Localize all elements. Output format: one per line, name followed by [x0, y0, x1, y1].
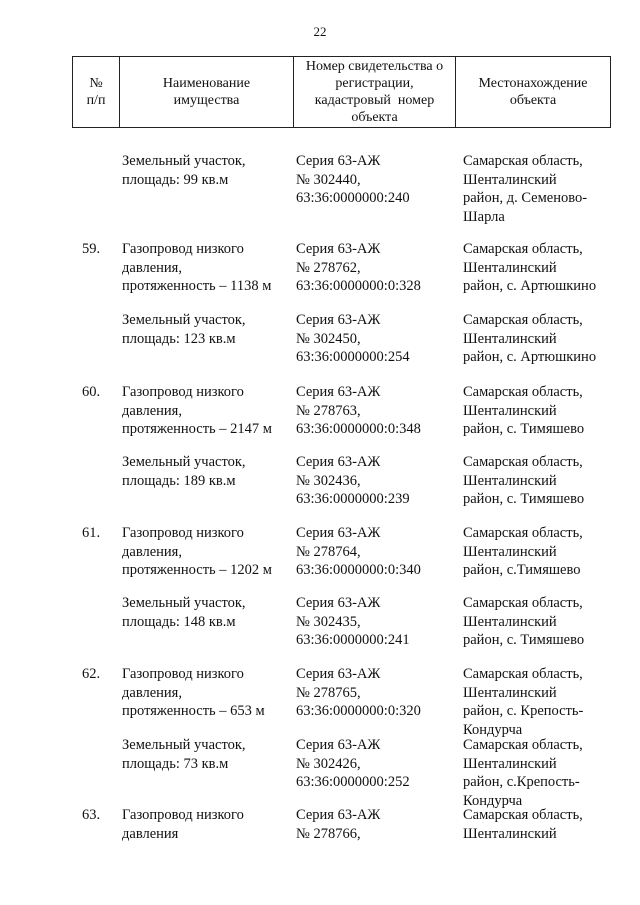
row-num: 60.: [82, 384, 101, 400]
row-num: 59.: [82, 241, 101, 257]
header-num-text: № п/п: [86, 76, 106, 108]
row-cert: Серия 63-АЖ № 302440, 63:36:0000000:240: [296, 153, 410, 206]
row-location: Самарская область, Шенталинский район, с. Артюшкино: [463, 312, 597, 365]
row-location: Самарская область, Шенталинский район, с. Тимяшево: [463, 384, 585, 437]
row-cert: Серия 63-АЖ № 278766,: [296, 807, 381, 842]
row-location: Самарская область, Шенталинский район, с. Крепость- Кондурча: [463, 666, 584, 738]
row-cert: Серия 63-АЖ № 278764, 63:36:0000000:0:340: [296, 525, 421, 578]
row-cert: Серия 63-АЖ № 278763, 63:36:0000000:0:348: [296, 384, 421, 437]
row-location: Самарская область, Шенталинский район, с. Артюшкино: [463, 241, 597, 294]
row-name: Земельный участок, площадь: 73 кв.м: [122, 737, 246, 772]
row-name: Земельный участок, площадь: 99 кв.м: [122, 153, 246, 188]
row-name: Земельный участок, площадь: 148 кв.м: [122, 595, 246, 630]
row-location: Самарская область, Шенталинский район, д. Семеново- Шарла: [463, 153, 588, 225]
row-location: Самарская область, Шенталинский район, с. Тимяшево: [463, 454, 585, 507]
header-location-text: Местонахождение объекта: [478, 76, 588, 108]
row-name: Газопровод низкого давления, протяженность – 1202 м: [122, 525, 272, 578]
row-name: Газопровод низкого давления, протяженность – 653 м: [122, 666, 265, 719]
row-name: Газопровод низкого давления, протяженность – 1138 м: [122, 241, 272, 294]
row-location: Самарская область, Шенталинский район, с.Тимяшево: [463, 525, 583, 578]
row-num: 61.: [82, 525, 101, 541]
page-number: 22: [313, 24, 327, 39]
row-cert: Серия 63-АЖ № 302450, 63:36:0000000:254: [296, 312, 410, 365]
row-cert: Серия 63-АЖ № 278765, 63:36:0000000:0:320: [296, 666, 421, 719]
row-name: Земельный участок, площадь: 123 кв.м: [122, 312, 246, 347]
row-num: 63.: [82, 807, 101, 823]
row-location: Самарская область, Шенталинский: [463, 807, 583, 842]
row-name: Земельный участок, площадь: 189 кв.м: [122, 454, 246, 489]
header-cert-text: Номер свидетельства о регистрации, кадастровый номер объекта: [305, 59, 444, 125]
row-num: 62.: [82, 666, 101, 682]
row-location: Самарская область, Шенталинский район, с.Крепость- Кондурча: [463, 737, 583, 809]
row-name: Газопровод низкого давления, протяженность – 2147 м: [122, 384, 272, 437]
header-name-text: Наименование имущества: [162, 76, 251, 108]
row-cert: Серия 63-АЖ № 302436, 63:36:0000000:239: [296, 454, 410, 507]
row-name: Газопровод низкого давления: [122, 807, 244, 842]
row-cert: Серия 63-АЖ № 278762, 63:36:0000000:0:328: [296, 241, 421, 294]
row-cert: Серия 63-АЖ № 302435, 63:36:0000000:241: [296, 595, 410, 648]
row-cert: Серия 63-АЖ № 302426, 63:36:0000000:252: [296, 737, 410, 790]
row-location: Самарская область, Шенталинский район, с. Тимяшево: [463, 595, 585, 648]
